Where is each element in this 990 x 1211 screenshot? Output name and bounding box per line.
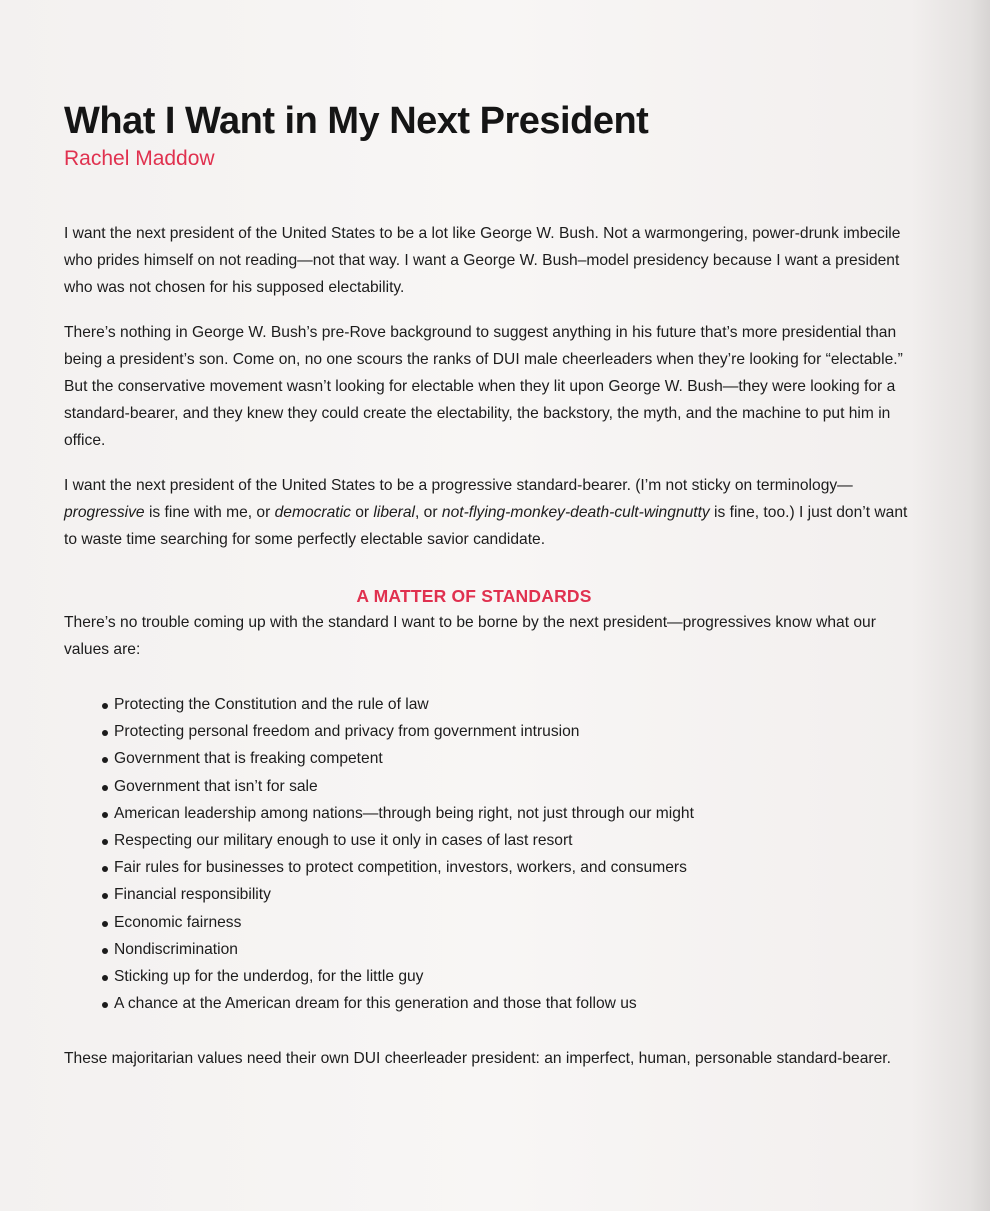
article-author: Rachel Maddow [64, 147, 215, 170]
value-list-item: Fair rules for businesses to protect competition, investors, workers, and consumers [102, 854, 914, 881]
paragraph-3-text: I want the next president of the United States to be a progressive standard-bearer. (I’m not sticky on terminology— [64, 477, 853, 494]
paragraph-3-text: is fine, too.) I just don’t want to waste time searching for some perfectly electable savior candidate. [64, 504, 908, 548]
value-list-item: Economic fairness [102, 909, 914, 936]
value-list-item: Protecting personal freedom and privacy from government intrusion [102, 718, 914, 745]
value-list-item: Financial responsibility [102, 881, 914, 908]
paragraph-5: These majoritarian values need their own DUI cheerleader president: an imperfect, human, personable standard-bearer. [64, 1050, 891, 1068]
value-list-item: Sticking up for the underdog, for the little guy [102, 963, 914, 990]
paragraph-3-emphasis: not-flying-monkey-death-cult-wingnutty [441, 504, 710, 521]
paragraph-3-emphasis: progressive [64, 504, 145, 521]
section-heading: A MATTER OF STANDARDS [356, 586, 592, 606]
values-list [64, 691, 914, 1017]
paragraph-3-text: , or [415, 504, 442, 521]
paragraph-1: I want the next president of the United States to be a lot like George W. Bush. Not a warmongering, power-drunk imbecile who prides himself on not reading—not that way. I want a George W. Bush–model presidency because I want a president who was not chosen for his supposed electability. [64, 225, 901, 296]
value-list-item: A chance at the American dream for this generation and those that follow us [102, 990, 914, 1017]
paragraph-3-text: or [350, 504, 374, 521]
paragraph-3-emphasis: liberal [373, 504, 416, 521]
paragraph-3 [64, 472, 914, 553]
value-list-item: Government that isn’t for sale [102, 773, 914, 800]
value-list-item: Government that is freaking competent [102, 745, 914, 772]
value-list-item: Respecting our military enough to use it only in cases of last resort [102, 827, 914, 854]
paragraph-4: There’s no trouble coming up with the standard I want to be borne by the next president—progressives know what our values are: [64, 614, 876, 658]
value-list-item: Protecting the Constitution and the rule of law [102, 691, 914, 718]
paragraph-2: There’s nothing in George W. Bush’s pre-Rove background to suggest anything in his future that’s more presidential than being a president’s son. Come on, no one scours the ranks of DUI male cheerleaders when they’re looking for “electable.” But the conservative movement wasn’t looking for electable when they lit upon George W. Bush—they were looking for a standard-bearer, and they knew they could create the electability, the backstory, the myth, and the machine to put him in office. [64, 324, 903, 449]
article [64, 98, 914, 1072]
paragraph-3-text: is fine with me, or [144, 504, 275, 521]
value-list-item: Nondiscrimination [102, 936, 914, 963]
paragraph-3-emphasis: democratic [274, 504, 351, 521]
value-list-item: American leadership among nations—through being right, not just through our might [102, 800, 914, 827]
article-title: What I Want in My Next President [64, 100, 649, 142]
